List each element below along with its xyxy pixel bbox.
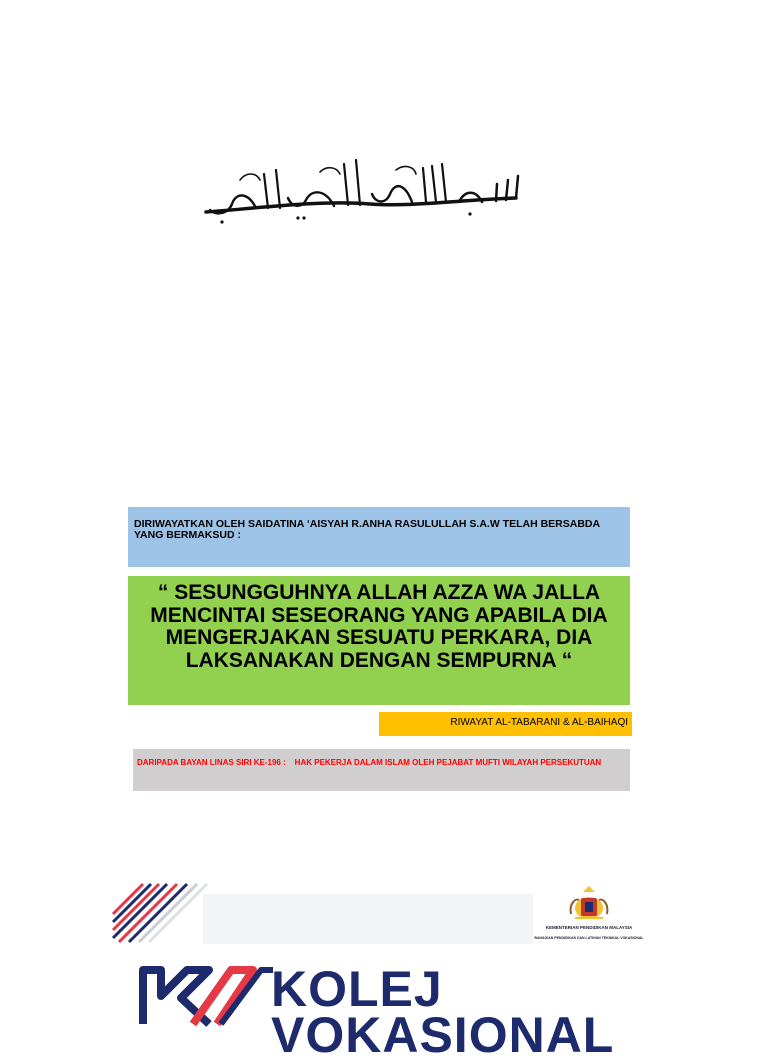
kv-logo-icon (143, 970, 273, 1024)
narrator-text: DIRIWAYATKAN OLEH SAIDATINA ‘AISYAH R.ANHA RASULULLAH S.A.W TELAH BERSABDA YANG BERMAKSUD : (134, 518, 600, 541)
hadith-quote-text: “ SESUNGGUHNYA ALLAH AZZA WA JALLA MENCINTAI SESEORANG YANG APABILA DIA MENGERJAKAN SESUATU PERKARA, DIA LAKSANAKAN DENGAN SEMPURNA “ (150, 581, 608, 672)
hadith-source-box (379, 712, 632, 736)
brand-word-vokasional: VOKASIONAL (271, 1007, 615, 1063)
narrator-box (128, 507, 630, 567)
brand-word-kolej: KOLEJ (271, 961, 443, 1017)
ministry-division: BAHAGIAN PENDIDIKAN DAN LATIHAN TEKNIKAL VOKASIONAL (534, 936, 644, 940)
hadith-source-text: RIWAYAT AL-TABARANI & AL-BAIHAQI (450, 717, 628, 728)
reference-series: DARIPADA BAYAN LINAS SIRI KE-196 : (137, 758, 293, 767)
reference-box (133, 749, 630, 791)
reference-title: HAK PEKERJA DALAM ISLAM OLEH PEJABAT MUFTI WILAYAH PERSEKUTUAN (294, 758, 602, 767)
kolej-vokasional-banner (113, 884, 655, 1063)
ministry-emblem-icon (571, 886, 608, 919)
hadith-quote-box (128, 576, 630, 705)
basmalah-calligraphy (200, 150, 522, 230)
ministry-name: KEMENTERIAN PENDIDIKAN MALAYSIA (545, 925, 633, 930)
